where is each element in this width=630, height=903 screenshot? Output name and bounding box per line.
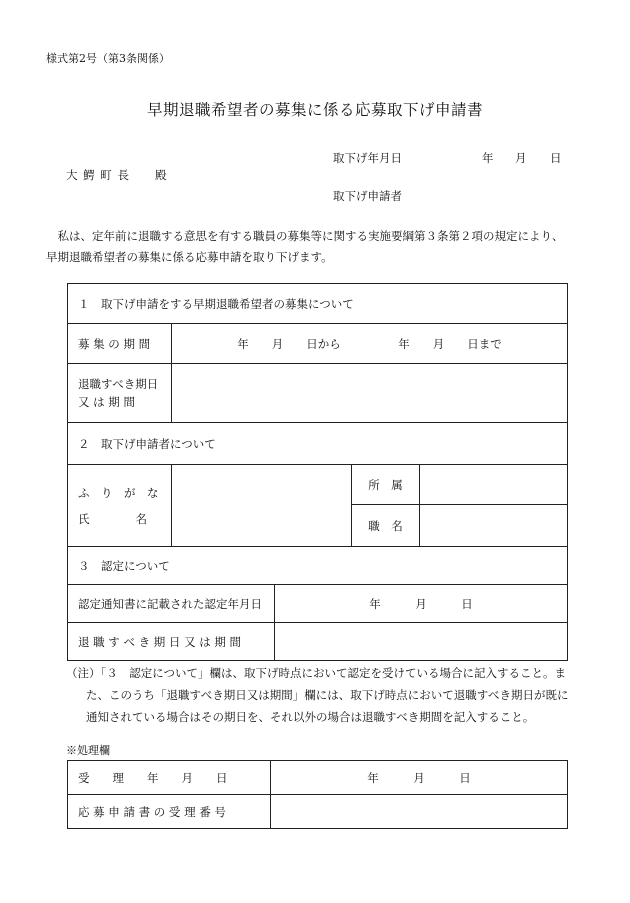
position-field[interactable] [420, 505, 568, 547]
note-line-2: た、このうち「退職すべき期日又は期間」欄には、取下げ時点において退職すべき期日が既に [86, 688, 569, 702]
receipt-number-label: 応 募 申 請 書 の 受 理 番 号 [68, 795, 271, 829]
name-label: 氏 名 [78, 511, 147, 526]
note-line-3: 通知されている場合はその期日を、それ以外の場合は退職すべき期間を記入すること。 [86, 710, 535, 724]
affiliation-label: 所 属 [352, 465, 420, 505]
withdraw-date-day: 日 [550, 151, 562, 165]
retirement-date-field[interactable] [172, 364, 568, 423]
retirement-date-label-line1: 退職すべき期日 [78, 377, 159, 391]
processing-table [67, 760, 568, 829]
receipt-date-label: 受 理 年 月 日 [68, 761, 271, 795]
certification-date-label: 認定通知書に記載された認定年月日 [68, 585, 275, 623]
receipt-number-field[interactable] [271, 795, 568, 829]
section-2-heading: ２ 取下げ申請者について [68, 423, 568, 465]
withdraw-date-label: 取下げ年月日 [333, 151, 402, 165]
form-number: 様式第2号（第3条関係） [46, 52, 170, 65]
processing-section-label: ※処理欄 [66, 744, 110, 757]
certification-date-field[interactable]: 年 月 日 [275, 585, 568, 623]
application-table [67, 283, 568, 661]
receipt-date-field[interactable]: 年 月 日 [271, 761, 568, 795]
recruitment-period-label: 募 集 の 期 間 [68, 324, 172, 364]
body-line-2: 早期退職希望者の募集に係る応募申請を取り下げます。 [46, 250, 333, 264]
name-field[interactable] [172, 465, 352, 547]
name-label-cell [68, 465, 172, 547]
retirement-period-label: 退 職 す べ き 期 日 又 は 期 間 [68, 623, 275, 661]
note [66, 662, 584, 728]
retirement-period-field[interactable] [275, 623, 568, 661]
body-text [46, 226, 584, 268]
withdraw-date-month: 月 [515, 151, 527, 165]
note-line-1: （注）「３ 認定について」欄は、取下げ時点において認定を受けている場合に記入すること。ま [66, 666, 567, 680]
document-title: 早期退職希望者の募集に係る応募取下げ申請書 [146, 101, 483, 119]
withdraw-date-year: 年 [482, 151, 494, 165]
affiliation-field[interactable] [420, 465, 568, 505]
retirement-date-label [68, 364, 172, 423]
section-1-heading: １ 取下げ申請をする早期退職希望者の募集について [68, 284, 568, 324]
furigana-label: ふ り が な [78, 485, 159, 500]
addressee: 大 鰐 町 長 殿 [66, 168, 168, 182]
retirement-date-label-line2: 又 は 期 間 [78, 395, 135, 409]
position-label: 職 名 [352, 505, 420, 547]
recruitment-period-field[interactable]: 年 月 日から 年 月 日まで [172, 324, 568, 364]
body-line-1: 私は、定年前に退職する意思を有する職員の募集等に関する実施要綱第３条第２項の規定により、 [57, 229, 564, 243]
applicant-label: 取下げ申請者 [333, 189, 402, 203]
section-3-heading: ３ 認定について [68, 547, 568, 585]
